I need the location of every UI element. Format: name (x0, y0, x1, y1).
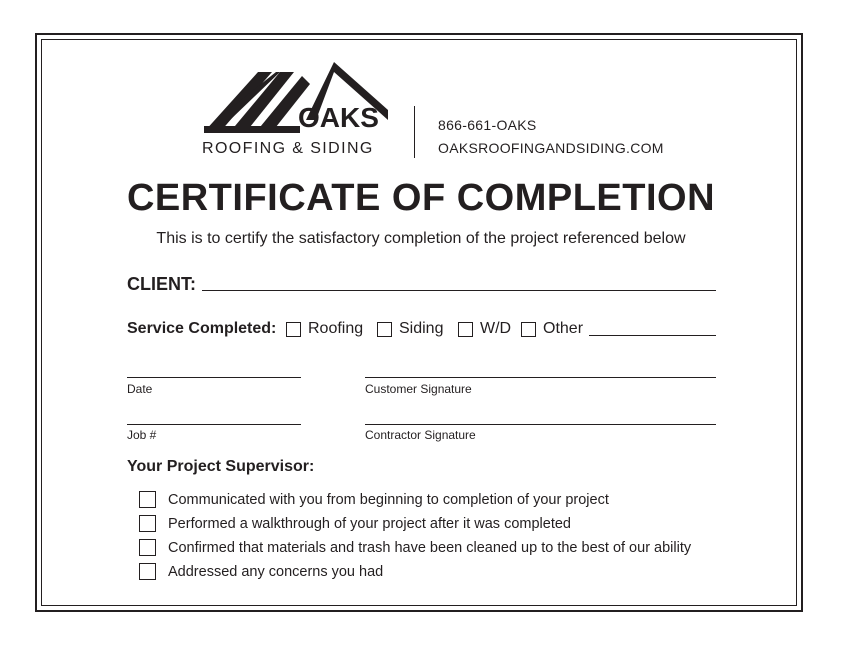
supervisor-checkbox[interactable] (139, 515, 156, 532)
date-field-line[interactable] (127, 377, 301, 378)
wd-label: W/D (480, 320, 512, 337)
supervisor-item[interactable] (139, 491, 609, 508)
service-option-roofing[interactable] (286, 320, 363, 338)
service-completed-label: Service Completed: (127, 320, 277, 337)
brand-tagline: ROOFING & SIDING (202, 140, 374, 157)
client-label: CLIENT: (127, 274, 196, 294)
page-subtitle: This is to certify the satisfactory completion of the project referenced below (156, 230, 686, 247)
supervisor-item[interactable] (139, 515, 571, 532)
customer-signature-label: Customer Signature (365, 382, 472, 396)
date-label: Date (127, 382, 153, 396)
supervisor-item-label: Communicated with you from beginning to completion of your project (168, 491, 609, 508)
siding-label: Siding (399, 320, 444, 337)
job-field-line[interactable] (127, 424, 301, 425)
service-option-wd[interactable] (458, 320, 511, 338)
supervisor-checkbox[interactable] (139, 491, 156, 508)
service-option-siding[interactable] (377, 320, 443, 338)
supervisor-item-label: Performed a walkthrough of your project after it was completed (168, 515, 571, 532)
other-label: Other (543, 320, 584, 337)
brand-name: OAKS (298, 102, 379, 133)
wd-checkbox[interactable] (458, 322, 473, 337)
other-checkbox[interactable] (521, 322, 536, 337)
supervisor-checkbox[interactable] (139, 563, 156, 580)
client-field-line[interactable] (202, 290, 716, 291)
page-title: CERTIFICATE OF COMPLETION (126, 177, 716, 219)
contractor-signature-label: Contractor Signature (365, 428, 476, 442)
service-option-other[interactable] (521, 320, 583, 338)
supervisor-item[interactable] (139, 539, 691, 556)
website: OAKSROOFINGANDSIDING.COM (438, 140, 664, 156)
company-logo (202, 62, 392, 162)
supervisor-heading: Your Project Supervisor: (127, 458, 315, 475)
other-field-line[interactable] (589, 335, 716, 336)
contractor-signature-line[interactable] (365, 424, 716, 425)
supervisor-checkbox[interactable] (139, 539, 156, 556)
phone-number: 866-661-OAKS (438, 117, 537, 133)
roofing-checkbox[interactable] (286, 322, 301, 337)
siding-checkbox[interactable] (377, 322, 392, 337)
header-divider (414, 106, 415, 158)
supervisor-item-label: Confirmed that materials and trash have been cleaned up to the best of our ability (168, 539, 692, 556)
customer-signature-line[interactable] (365, 377, 716, 378)
job-label: Job # (127, 428, 157, 442)
roofing-label: Roofing (308, 320, 364, 337)
supervisor-item[interactable] (139, 563, 383, 580)
supervisor-item-label: Addressed any concerns you had (168, 563, 384, 580)
